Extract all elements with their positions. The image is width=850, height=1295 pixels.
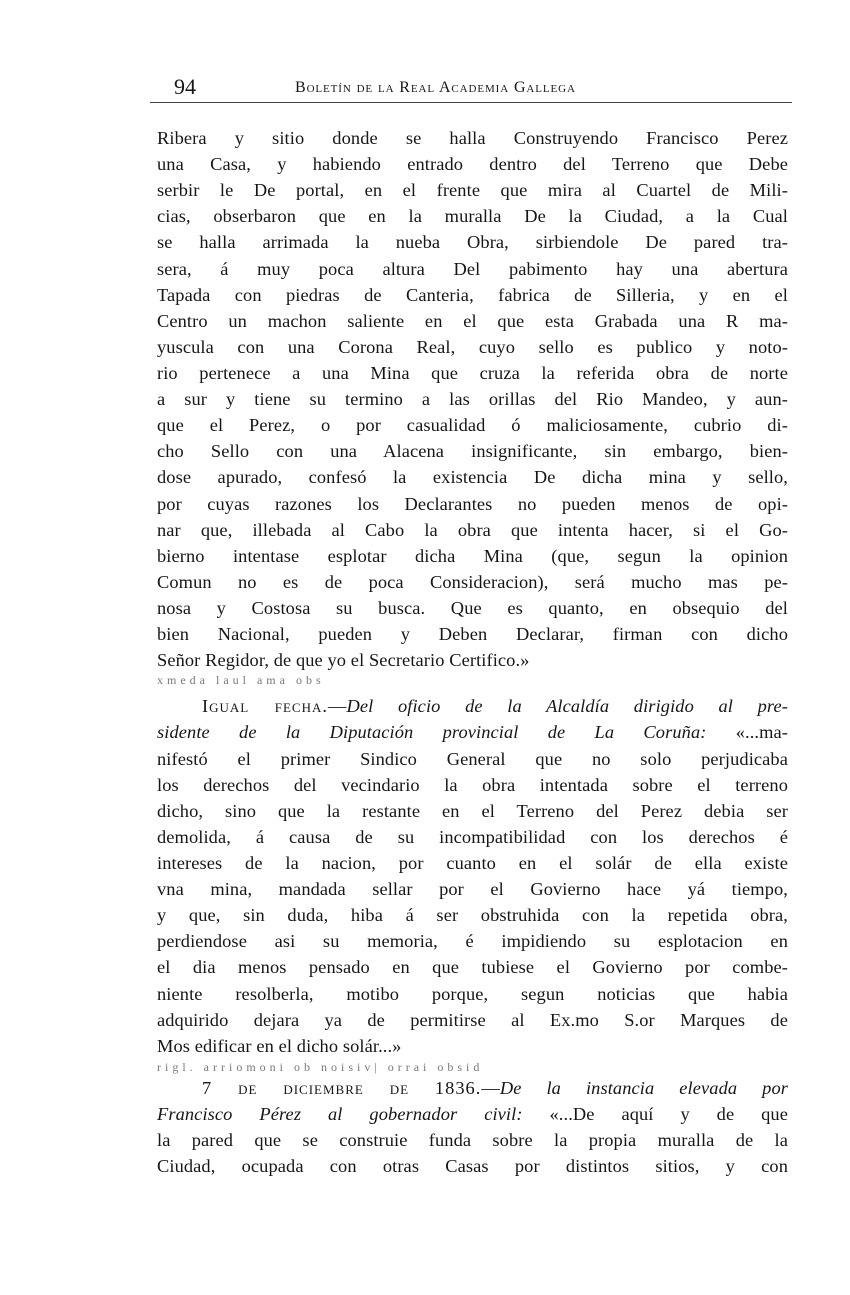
text-line: Ribera y sitio donde se halla Construyendo Francisco Perez xyxy=(157,128,788,148)
text-line: se halla arrimada la nueba Obra, sirbiendole De pared tra- xyxy=(157,232,788,253)
running-title: Boletín de la Real Academia Gallega xyxy=(295,79,576,96)
text-line: bien Nacional, pueden y Deben Declarar, firman con dicho xyxy=(157,624,788,645)
text-line xyxy=(157,1101,788,1127)
text-line: vna mina, mandada sellar por el Govierno hace yá tiempo, xyxy=(157,879,788,900)
text-line xyxy=(157,719,788,745)
text-line: nosa y Costosa su busca. Que es quanto, en obsequio del xyxy=(157,597,788,618)
text-line: serbir le De portal, en el frente que mira al Cuartel de Mili- xyxy=(157,180,788,201)
text-line: Centro un machon saliente en el que esta Grabada una R ma- xyxy=(157,310,788,331)
text-line: el dia menos pensado en que tubiese el Govierno por combe- xyxy=(157,957,788,978)
dash: — xyxy=(481,1077,500,1098)
source-title-cont: Francisco Pérez al gobernador civil: xyxy=(157,1103,523,1124)
text-line: los derechos del vecindario la obra intentada sobre el terreno xyxy=(157,774,788,795)
bleed-through-line: rigl. arriomoni ob noisiv| orrai obsid xyxy=(157,1059,484,1074)
dash: — xyxy=(327,696,347,717)
text-line: intereses de la nacion, por cuanto en el solár de ella existe xyxy=(157,852,788,873)
date-label: Igual fecha. xyxy=(202,696,328,717)
text-line: Ciudad, ocupada con otras Casas por distintos sitios, y con xyxy=(157,1156,788,1177)
text-line: Señor Regidor, de que yo el Secretario Certifico.» xyxy=(157,650,530,671)
page-number: 94 xyxy=(174,74,196,99)
text-line: Comun no es de poca Consideracion), será mucho mas pe- xyxy=(157,571,788,592)
text-line: a sur y tiene su termino a las orillas del Rio Mandeo, y aun- xyxy=(157,389,788,410)
date-label: 7 de diciembre de 1836. xyxy=(202,1077,482,1098)
alcaldia-paragraph xyxy=(157,693,788,1075)
text-line: yuscula con una Corona Real, cuyo sello es publico y noto- xyxy=(157,336,788,357)
text-line: perdiendose asi su memoria, é impidiendo su esplotacion en xyxy=(157,931,788,952)
instancia-paragraph xyxy=(157,1075,788,1179)
text-line: demolida, á causa de su incompatibilidad con los derechos é xyxy=(157,826,788,847)
paragraph-lead-line xyxy=(157,1075,788,1101)
text-line: una Casa, y habiendo entrado dentro del Terreno que Debe xyxy=(157,154,788,175)
text-line: bierno intentase esplotar dicha Mina (que, segun la opinion xyxy=(157,545,788,566)
text-line: que el Perez, o por casualidad ó maliciosamente, cubrio di- xyxy=(157,415,788,436)
quote-start: «...ma- xyxy=(735,722,788,743)
quote-start: «...De aquí y de que xyxy=(549,1103,788,1124)
text-line: y que, sin duda, hiba á ser obstruhida con la repetida obra, xyxy=(157,905,788,926)
text-line: niente resolberla, motibo porque, segun noticias que habia xyxy=(157,983,788,1004)
text-line: cias, obserbaron que en la muralla De la Ciudad, a la Cual xyxy=(157,206,788,227)
text-line: sera, á muy poca altura Del pabimento hay una abertura xyxy=(157,258,788,279)
text-line: nifestó el primer Sindico General que no solo perjudicaba xyxy=(157,748,788,769)
text-line: dose apurado, confesó la existencia De dicha mina y sello, xyxy=(157,467,788,488)
source-title: Del oficio de la Alcaldía dirigido al pre- xyxy=(346,696,788,717)
body-text xyxy=(157,125,788,1179)
declaration-text xyxy=(157,125,788,687)
page-header xyxy=(150,72,792,102)
text-line: nar que, illebada al Cabo la obra que intenta hacer, si el Go- xyxy=(157,519,788,540)
bleed-through-line: xmeda laul ama obs xyxy=(157,673,325,688)
text-line: adquirido dejara ya de permitirse al Ex.mo S.or Marques de xyxy=(157,1009,788,1030)
text-line: Tapada con piedras de Canteria, fabrica de Silleria, y en el xyxy=(157,284,788,305)
text-line: la pared que se construie funda sobre la propia muralla de la xyxy=(157,1130,788,1151)
paragraph-lead-line xyxy=(157,693,788,719)
source-title: De la instancia elevada por xyxy=(499,1077,788,1098)
source-title-cont: sidente de la Diputación provincial de La Coruña: xyxy=(157,722,707,743)
header-rule xyxy=(150,102,792,103)
text-line: por cuyas razones los Declarantes no pueden menos de opi- xyxy=(157,493,788,514)
text-line: dicho, sino que la restante en el Terreno del Perez debia ser xyxy=(157,800,788,821)
text-line: rio pertenece a una Mina que cruza la referida obra de norte xyxy=(157,362,788,383)
text-line: cho Sello con una Alacena insignificante, sin embargo, bien- xyxy=(157,441,788,462)
text-line: Mos edificar en el dicho solár...» xyxy=(157,1035,402,1056)
